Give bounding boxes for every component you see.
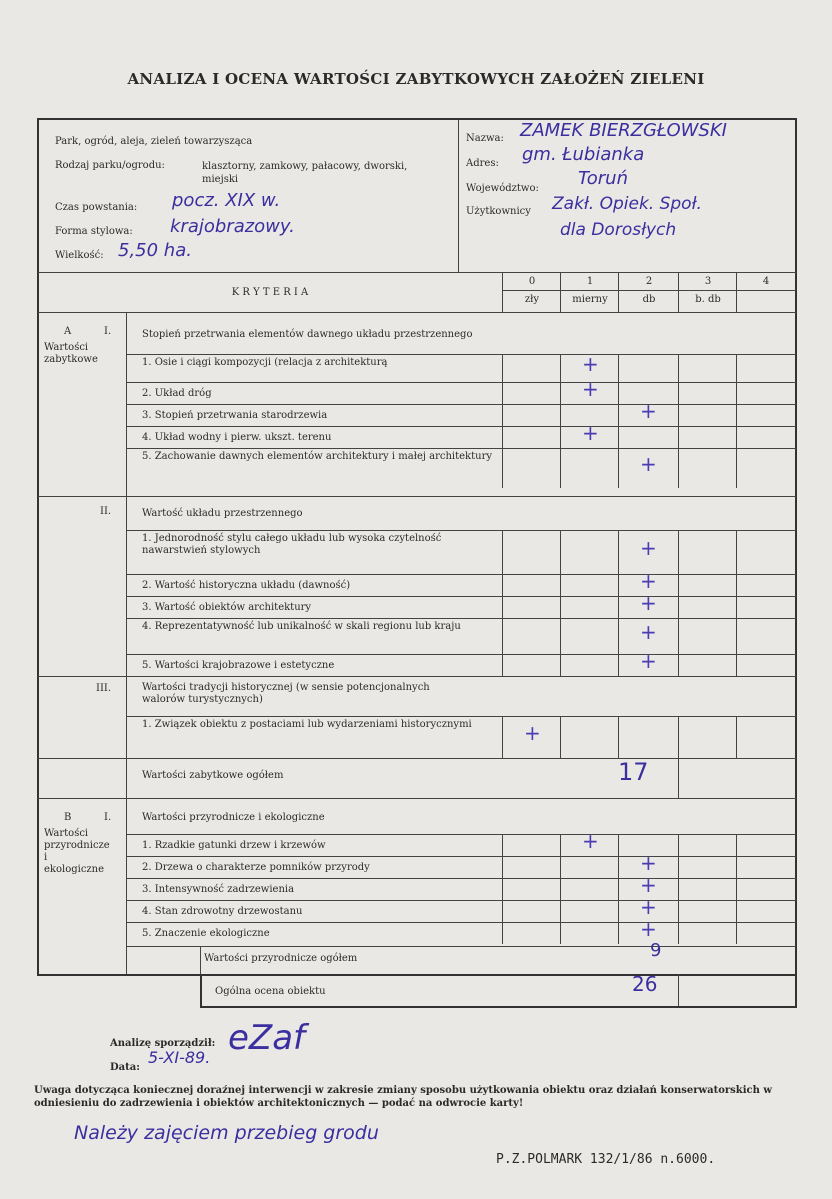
rule — [678, 574, 679, 596]
rule — [736, 834, 737, 856]
grade-1: mierny — [572, 294, 608, 305]
rule — [678, 716, 679, 758]
rule — [678, 834, 679, 856]
grade-2: db — [642, 294, 656, 305]
rule — [678, 596, 679, 618]
uzyt-hw-2: dla Dorosłych — [560, 220, 677, 240]
rule — [736, 382, 737, 404]
page-title: ANALIZA I OCENA WARTOŚCI ZABYTKOWYCH ZAŁOŻEŃ ZIELENI — [127, 70, 705, 88]
rule — [502, 922, 503, 944]
rule — [618, 272, 619, 312]
rule — [126, 716, 796, 717]
rule — [502, 272, 503, 312]
forma-hw: krajobrazowy. — [170, 216, 295, 237]
analize-label: Analizę sporządził: — [110, 1038, 216, 1049]
rule — [126, 654, 796, 655]
rule — [736, 878, 737, 900]
rule — [126, 834, 796, 835]
score-1: 1 — [586, 276, 594, 287]
section-a-roman3: III. — [96, 683, 112, 694]
rule — [618, 922, 619, 944]
wielkosc-label: Wielkość: — [55, 250, 104, 261]
rule — [618, 878, 619, 900]
rule — [126, 574, 796, 575]
rule — [200, 946, 201, 974]
rule — [502, 654, 503, 676]
rule — [126, 448, 796, 449]
score-mark: + — [640, 873, 657, 897]
rule — [618, 856, 619, 878]
criterion-label: 1. Osie i ciągi kompozycji (relacja z architekturą — [142, 357, 388, 368]
data-label: Data: — [110, 1062, 140, 1073]
criterion-label: 1. Związek obiektu z postaciami lub wydarzeniami historycznymi — [142, 719, 472, 730]
rule — [618, 426, 619, 448]
rule — [126, 426, 796, 427]
a-total-hw: 17 — [618, 758, 649, 786]
score-mark: + — [640, 620, 657, 644]
rule — [502, 596, 503, 618]
rule — [678, 426, 679, 448]
rule — [502, 448, 503, 488]
criterion-label: 3. Stopień przetrwania starodrzewia — [142, 410, 328, 421]
rule — [126, 382, 796, 383]
rule — [678, 618, 679, 654]
rule — [560, 426, 561, 448]
rule — [38, 798, 796, 799]
rule — [560, 654, 561, 676]
section-a-roman1: I. — [104, 326, 112, 337]
woj-hw: Toruń — [578, 168, 629, 189]
rule — [560, 530, 561, 574]
rule — [502, 382, 503, 404]
rule — [736, 618, 737, 654]
rule — [678, 354, 679, 382]
rule — [678, 974, 679, 1006]
b-total-label: Wartości przyrodnicze ogółem — [204, 953, 358, 964]
imprint: P.Z.POLMARK 132/1/86 n.6000. — [496, 1152, 716, 1167]
rule — [678, 654, 679, 676]
rule — [560, 404, 561, 426]
rule — [38, 312, 796, 313]
rodzaj-value: klasztorny, zamkowy, pałacowy, dworski, miejski — [202, 161, 408, 185]
criterion-label: 5. Znaczenie ekologiczne — [142, 928, 270, 939]
score-mark: + — [640, 851, 657, 875]
rule — [618, 596, 619, 618]
rule — [736, 272, 737, 312]
rule — [678, 856, 679, 878]
rule — [502, 716, 503, 758]
score-mark: + — [640, 569, 657, 593]
rule — [678, 404, 679, 426]
score-mark: + — [524, 721, 541, 745]
rule — [560, 922, 561, 944]
rule — [502, 404, 503, 426]
rule — [560, 448, 561, 488]
rule — [736, 856, 737, 878]
rule — [560, 618, 561, 654]
criterion-label: 1. Rzadkie gatunki drzew i krzewów — [142, 840, 326, 851]
criterion-label: 2. Drzewa o charakterze pomników przyrody — [142, 862, 370, 873]
rule — [736, 426, 737, 448]
rule — [736, 716, 737, 758]
rule — [560, 272, 561, 312]
grade-3: b. db — [695, 294, 721, 305]
rule — [502, 834, 503, 856]
adres-label: Adres: — [466, 158, 499, 169]
rule — [502, 574, 503, 596]
rule — [678, 382, 679, 404]
rule — [560, 856, 561, 878]
signature-hw: eZaf — [228, 1018, 306, 1058]
rule — [618, 382, 619, 404]
rule — [736, 574, 737, 596]
score-mark: + — [640, 536, 657, 560]
rule — [126, 354, 796, 355]
rule — [502, 900, 503, 922]
rule — [502, 426, 503, 448]
rule — [38, 496, 796, 497]
rule — [618, 574, 619, 596]
uzyt-hw-1: Zakł. Opiek. Społ. — [552, 194, 702, 214]
section-b-letter: B — [64, 812, 72, 823]
rule — [560, 900, 561, 922]
criterion-label: 2. Układ dróg — [142, 388, 212, 399]
nazwa-hw: ZAMEK BIERZGŁOWSKI — [520, 120, 727, 141]
rule — [618, 530, 619, 574]
a-ii-title: Wartość układu przestrzennego — [142, 508, 303, 519]
rule — [618, 654, 619, 676]
rule — [736, 900, 737, 922]
adres-hw: gm. Łubianka — [522, 144, 645, 165]
rule — [560, 834, 561, 856]
rule — [126, 596, 796, 597]
score-mark: + — [640, 399, 657, 423]
nazwa-label: Nazwa: — [466, 133, 504, 144]
czas-label: Czas powstania: — [55, 202, 138, 213]
rule — [678, 448, 679, 488]
park-label: Park, ogród, aleja, zieleń towarzysząca — [55, 136, 253, 147]
data-hw: 5-XI-89. — [148, 1048, 211, 1067]
rule — [560, 716, 561, 758]
rule — [736, 596, 737, 618]
rodzaj-label: Rodzaj parku/ogrodu: — [55, 160, 165, 171]
rule — [126, 900, 796, 901]
rule — [126, 312, 127, 974]
rule — [502, 530, 503, 574]
woj-label: Województwo: — [466, 183, 539, 194]
rule — [38, 758, 796, 759]
criterion-label: 3. Wartość obiektów architektury — [142, 602, 312, 613]
grade-0: zły — [524, 294, 540, 305]
a-i-title: Stopień przetrwania elementów dawnego układu przestrzennego — [142, 329, 473, 340]
rule — [502, 618, 503, 654]
rule — [736, 654, 737, 676]
rule — [618, 900, 619, 922]
criterion-label: 4. Układ wodny i pierw. ukszt. terenu — [142, 432, 332, 443]
rule — [560, 574, 561, 596]
a-total-label: Wartości zabytkowe ogółem — [142, 770, 284, 781]
score-mark: + — [640, 895, 657, 919]
rule — [678, 900, 679, 922]
rule — [502, 354, 503, 382]
score-mark: + — [640, 452, 657, 476]
b-i-title: Wartości przyrodnicze i ekologiczne — [142, 812, 325, 823]
score-mark: + — [582, 377, 599, 401]
section-b-roman1: I. — [104, 812, 112, 823]
rule — [126, 618, 796, 619]
rule — [502, 290, 796, 291]
score-mark: + — [640, 649, 657, 673]
rule — [618, 834, 619, 856]
header-divider — [458, 120, 459, 272]
score-0: 0 — [528, 276, 536, 287]
criterion-label: 4. Stan zdrowotny drzewostanu — [142, 906, 303, 917]
a-iii-title: Wartości tradycji historycznej (w sensie potencjonalnych walorów turystycznych) — [142, 682, 430, 705]
overall-label: Ogólna ocena obiektu — [215, 986, 326, 997]
criterion-label: 4. Reprezentatywność lub unikalność w skali regionu lub kraju — [142, 621, 461, 632]
wielkosc-hw: 5,50 ha. — [118, 240, 192, 261]
rule — [560, 354, 561, 382]
section-a-roman2: II. — [100, 506, 112, 517]
score-mark: + — [640, 917, 657, 941]
rule — [126, 922, 796, 923]
rule — [126, 878, 796, 879]
score-mark: + — [582, 421, 599, 445]
section-b-name: Wartości przyrodnicze i ekologiczne — [44, 828, 110, 875]
rule — [126, 530, 796, 531]
rule — [38, 272, 796, 273]
score-2: 2 — [645, 276, 653, 287]
criterion-label: 1. Jednorodność stylu całego układu lub wysoka czytelność nawarstwień stylowych — [142, 533, 442, 556]
rule — [126, 404, 796, 405]
rule — [736, 354, 737, 382]
czas-hw: pocz. XIX w. — [172, 190, 281, 211]
rule — [38, 676, 796, 677]
rule — [736, 404, 737, 426]
rule — [618, 618, 619, 654]
overall-hw: 26 — [632, 972, 658, 996]
uzyt-label: Użytkownicy — [466, 206, 531, 217]
rule — [560, 382, 561, 404]
rule — [126, 856, 796, 857]
criterion-label: 5. Zachowanie dawnych elementów architektury i małej architektury — [142, 451, 493, 462]
rule — [678, 922, 679, 944]
rule — [560, 878, 561, 900]
rule — [678, 530, 679, 574]
criterion-label: 3. Intensywność zadrzewienia — [142, 884, 295, 895]
section-a-name: Wartości zabytkowe — [44, 342, 98, 365]
rule — [618, 716, 619, 758]
score-mark: + — [582, 352, 599, 376]
criterion-label: 5. Wartości krajobrazowe i estetyczne — [142, 660, 335, 671]
rule — [618, 404, 619, 426]
rule — [502, 878, 503, 900]
score-mark: + — [640, 591, 657, 615]
score-mark: + — [582, 829, 599, 853]
rule — [502, 856, 503, 878]
rule — [736, 530, 737, 574]
forma-label: Forma stylowa: — [55, 226, 133, 237]
uwaga-note: Uwaga dotycząca koniecznej doraźnej interwencji w zakresie zmiany sposobu użytkowania obiektu oraz działań konserwatorskich w odniesieniu do zadrzewienia i obiektów architektonicznych — podać na odwrocie karty! — [34, 1085, 772, 1109]
kryteria-label: K R Y T E R I A — [231, 287, 309, 298]
criterion-label: 2. Wartość historyczna układu (dawność) — [142, 580, 351, 591]
rule — [678, 758, 679, 798]
handwritten-note: Należy zajęciem przebieg grodu — [74, 1122, 379, 1144]
rule — [618, 354, 619, 382]
rule — [736, 448, 737, 488]
b-total-hw: 9 — [650, 940, 662, 961]
section-a-letter: A — [64, 326, 72, 337]
rule — [678, 878, 679, 900]
rule — [736, 922, 737, 944]
rule — [618, 448, 619, 488]
rule — [126, 946, 796, 947]
rule — [560, 596, 561, 618]
score-3: 3 — [704, 276, 712, 287]
score-4: 4 — [762, 276, 770, 287]
rule — [678, 272, 679, 312]
